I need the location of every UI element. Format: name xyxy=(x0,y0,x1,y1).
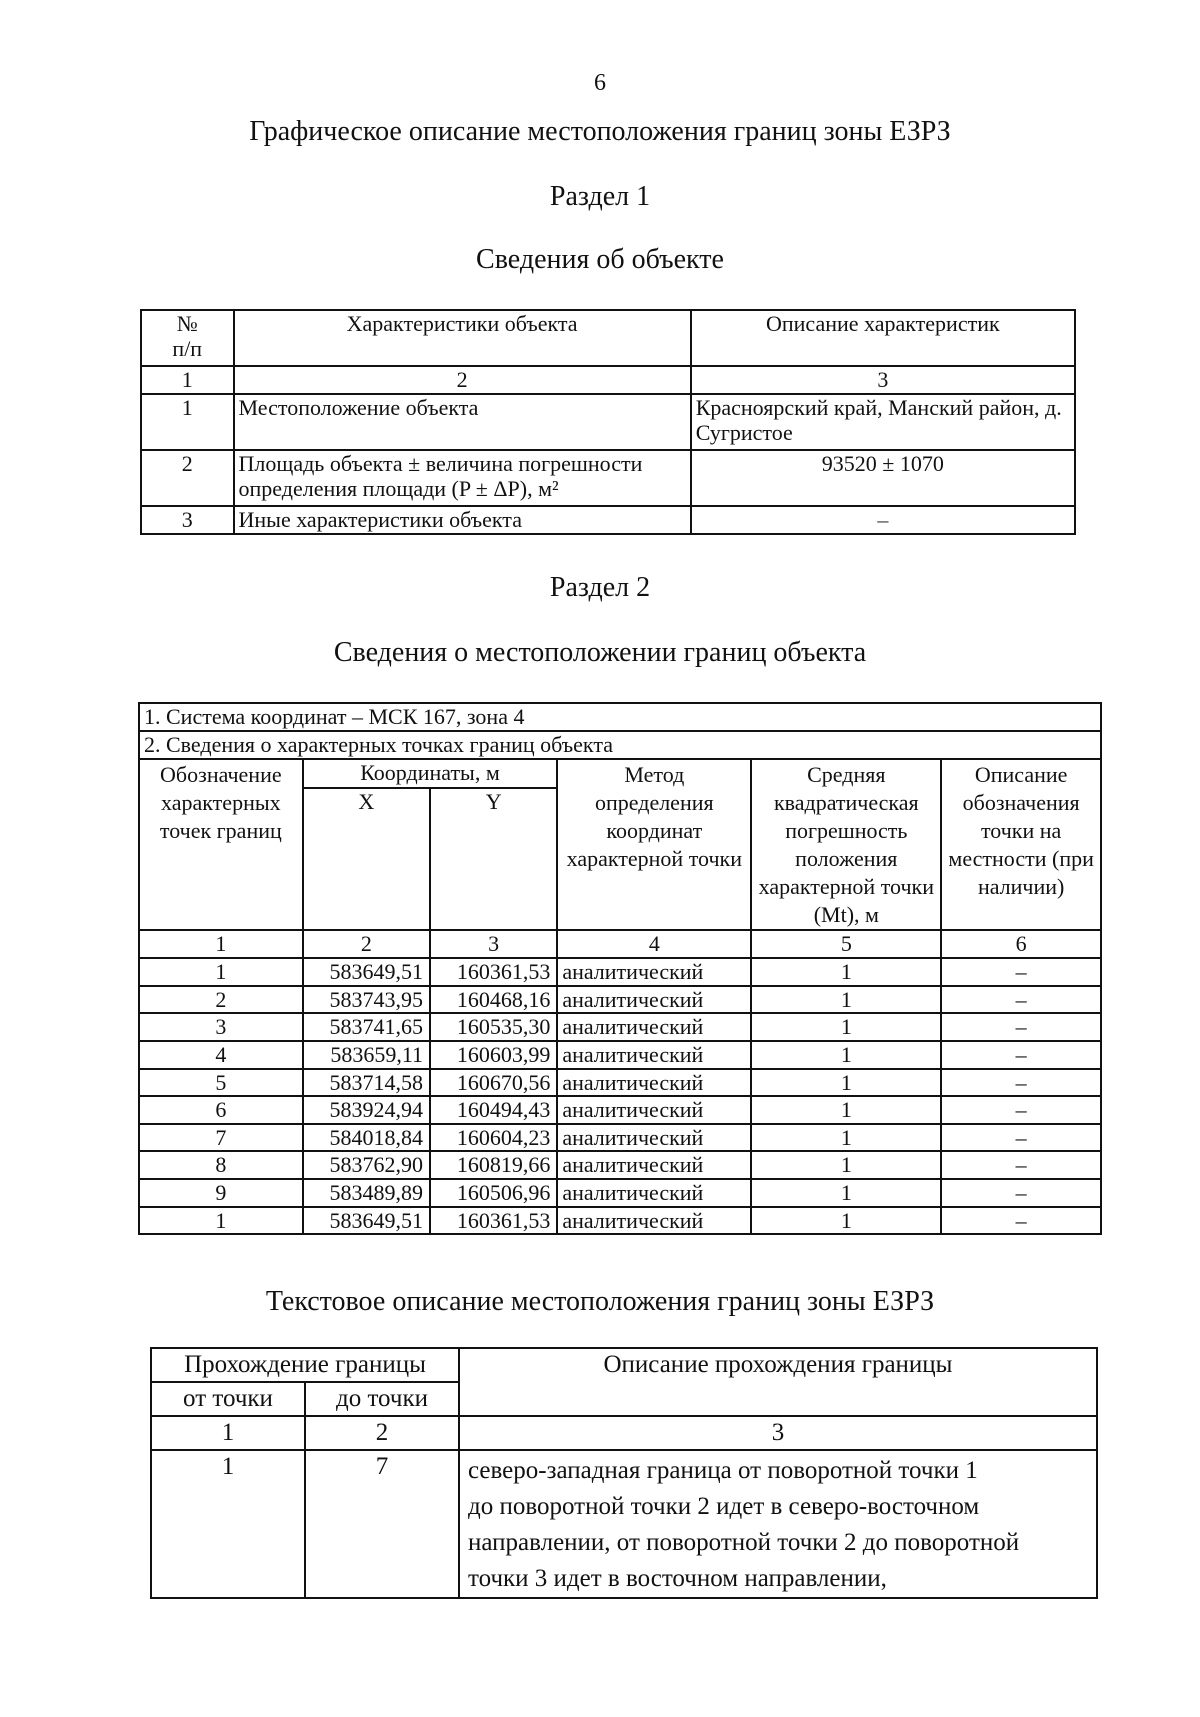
mean-error: 1 xyxy=(751,1124,941,1152)
coordinate-system: 1. Система координат – МСК 167, зона 4 xyxy=(139,703,1101,731)
document-title: Графическое описание местоположения границ зоны ЕЗРЗ xyxy=(249,116,951,147)
col-number: 1 xyxy=(141,366,234,394)
method: аналитический xyxy=(557,1069,751,1097)
col-number: 3 xyxy=(459,1416,1097,1450)
header-designation: Обозначение характерных точек границ xyxy=(139,759,303,930)
point-number: 3 xyxy=(139,1013,303,1041)
coordinate-y: 160604,23 xyxy=(430,1124,557,1152)
header-description: Описание характеристик xyxy=(691,310,1075,366)
header-boundary-description: Описание прохождения границы xyxy=(459,1348,1097,1416)
table-row xyxy=(141,506,1075,534)
characteristic-value: Красноярский край, Манский район, д. Сугристое xyxy=(691,394,1075,450)
col-number: 2 xyxy=(305,1416,459,1450)
method: аналитический xyxy=(557,1096,751,1124)
coordinate-x: 584018,84 xyxy=(303,1124,430,1152)
point-number: 8 xyxy=(139,1151,303,1179)
coordinate-y: 160494,43 xyxy=(430,1096,557,1124)
coordinate-y: 160819,66 xyxy=(430,1151,557,1179)
mean-error: 1 xyxy=(751,1207,941,1235)
point-number: 1 xyxy=(139,958,303,986)
characteristic: Местоположение объекта xyxy=(234,394,691,450)
row-number: 3 xyxy=(141,506,234,534)
table-row xyxy=(141,450,1075,506)
table-row xyxy=(139,1207,1101,1235)
header-characteristics: Характеристики объекта xyxy=(234,310,691,366)
description-line: точки 3 идет в восточном направлении, xyxy=(468,1565,887,1592)
table-row xyxy=(139,958,1101,986)
section2-subheading: Сведения о местоположении границ объекта xyxy=(333,637,867,668)
header-to-point: до точки xyxy=(305,1382,459,1416)
table-row xyxy=(139,1013,1101,1041)
coordinate-x: 583649,51 xyxy=(303,958,430,986)
table-row xyxy=(141,394,1075,450)
method: аналитический xyxy=(557,958,751,986)
coordinate-y: 160468,16 xyxy=(430,986,557,1014)
point-number: 2 xyxy=(139,986,303,1014)
method: аналитический xyxy=(557,1151,751,1179)
header-x: X xyxy=(303,788,430,931)
col-number: 2 xyxy=(234,366,691,394)
description-line: до поворотной точки 2 идет в северо-восточном xyxy=(468,1493,980,1520)
col-number: 6 xyxy=(941,930,1101,958)
table-row xyxy=(139,1096,1101,1124)
characteristic-value: – xyxy=(691,506,1075,534)
point-description: – xyxy=(941,1124,1101,1152)
method: аналитический xyxy=(557,1179,751,1207)
method: аналитический xyxy=(557,1207,751,1235)
point-description: – xyxy=(941,1179,1101,1207)
coordinate-y: 160535,30 xyxy=(430,1013,557,1041)
section1-subheading: Сведения об объекте xyxy=(476,244,724,275)
col-number: 5 xyxy=(751,930,941,958)
point-description: – xyxy=(941,1096,1101,1124)
point-description: – xyxy=(941,1151,1101,1179)
table-row xyxy=(139,1179,1101,1207)
coordinate-x: 583649,51 xyxy=(303,1207,430,1235)
col-number: 4 xyxy=(557,930,751,958)
header-error: Средняя квадратическая погрешность положения характерной точки (Mt), м xyxy=(751,759,941,930)
table-row xyxy=(139,986,1101,1014)
mean-error: 1 xyxy=(751,1013,941,1041)
section1-heading: Раздел 1 xyxy=(549,181,651,212)
mean-error: 1 xyxy=(751,1151,941,1179)
description-line: направлении, от поворотной точки 2 до поворотной xyxy=(468,1529,1020,1556)
to-point: 7 xyxy=(305,1450,459,1598)
column-number-row xyxy=(139,930,1101,958)
col-number: 3 xyxy=(430,930,557,958)
point-number: 4 xyxy=(139,1041,303,1069)
method: аналитический xyxy=(557,1013,751,1041)
from-point: 1 xyxy=(151,1450,305,1598)
point-description: – xyxy=(941,958,1101,986)
mean-error: 1 xyxy=(751,1179,941,1207)
table-row xyxy=(151,1450,1097,1598)
header-number: № п/п xyxy=(141,310,234,366)
points-info-row xyxy=(139,731,1101,759)
col-number: 1 xyxy=(151,1416,305,1450)
boundary-description-table xyxy=(150,1347,1098,1599)
coordinate-x: 583741,65 xyxy=(303,1013,430,1041)
point-number: 1 xyxy=(139,1207,303,1235)
point-description: – xyxy=(941,1207,1101,1235)
coordinate-y: 160361,53 xyxy=(430,1207,557,1235)
point-description: – xyxy=(941,1013,1101,1041)
col-number: 2 xyxy=(303,930,430,958)
header-y: Y xyxy=(430,788,557,931)
point-number: 9 xyxy=(139,1179,303,1207)
characteristic-value: 93520 ± 1070 xyxy=(691,450,1075,506)
mean-error: 1 xyxy=(751,1096,941,1124)
coordinate-x: 583762,90 xyxy=(303,1151,430,1179)
col-number: 1 xyxy=(139,930,303,958)
page-number: 6 xyxy=(594,70,606,96)
coordinate-x: 583743,95 xyxy=(303,986,430,1014)
description-line: северо-западная граница от поворотной точки 1 xyxy=(468,1457,978,1484)
header-coordinates: Координаты, м xyxy=(303,759,558,788)
points-table-body xyxy=(139,958,1101,1234)
point-number: 5 xyxy=(139,1069,303,1097)
table-header-row xyxy=(151,1348,1097,1382)
point-number: 6 xyxy=(139,1096,303,1124)
table-header-row xyxy=(141,310,1075,366)
characteristic: Площадь объекта ± величина погрешности определения площади (P ± ΔP), м² xyxy=(234,450,691,506)
coordinate-y: 160506,96 xyxy=(430,1179,557,1207)
table-row xyxy=(139,1069,1101,1097)
row-number: 2 xyxy=(141,450,234,506)
table-row xyxy=(139,1041,1101,1069)
mean-error: 1 xyxy=(751,958,941,986)
method: аналитический xyxy=(557,1041,751,1069)
coordinate-x: 583924,94 xyxy=(303,1096,430,1124)
method: аналитический xyxy=(557,1124,751,1152)
coordinate-y: 160361,53 xyxy=(430,958,557,986)
coordinate-x: 583714,58 xyxy=(303,1069,430,1097)
boundary-points-table xyxy=(138,702,1102,1235)
mean-error: 1 xyxy=(751,1041,941,1069)
header-boundary-pass: Прохождение границы xyxy=(151,1348,459,1382)
characteristic: Иные характеристики объекта xyxy=(234,506,691,534)
points-info: 2. Сведения о характерных точках границ объекта xyxy=(139,731,1101,759)
section2-heading: Раздел 2 xyxy=(549,572,651,603)
boundary-description xyxy=(459,1450,1097,1598)
row-number: 1 xyxy=(141,394,234,450)
table-row xyxy=(139,1151,1101,1179)
table-header-row xyxy=(139,759,1101,788)
point-description: – xyxy=(941,1069,1101,1097)
column-number-row xyxy=(151,1416,1097,1450)
coordinate-y: 160670,56 xyxy=(430,1069,557,1097)
method: аналитический xyxy=(557,986,751,1014)
table-row xyxy=(139,1124,1101,1152)
section3-heading: Текстовое описание местоположения границ зоны ЕЗРЗ xyxy=(265,1286,935,1317)
header-point-description: Описание обозначения точки на местности (при наличии) xyxy=(941,759,1101,930)
coordinate-x: 583489,89 xyxy=(303,1179,430,1207)
header-from-point: от точки xyxy=(151,1382,305,1416)
point-number: 7 xyxy=(139,1124,303,1152)
column-number-row xyxy=(141,366,1075,394)
mean-error: 1 xyxy=(751,986,941,1014)
coordinate-system-row xyxy=(139,703,1101,731)
coordinate-x: 583659,11 xyxy=(303,1041,430,1069)
header-method: Метод определения координат характерной точки xyxy=(557,759,751,930)
coordinate-y: 160603,99 xyxy=(430,1041,557,1069)
mean-error: 1 xyxy=(751,1069,941,1097)
point-description: – xyxy=(941,986,1101,1014)
point-description: – xyxy=(941,1041,1101,1069)
object-info-table xyxy=(140,309,1076,535)
col-number: 3 xyxy=(691,366,1075,394)
